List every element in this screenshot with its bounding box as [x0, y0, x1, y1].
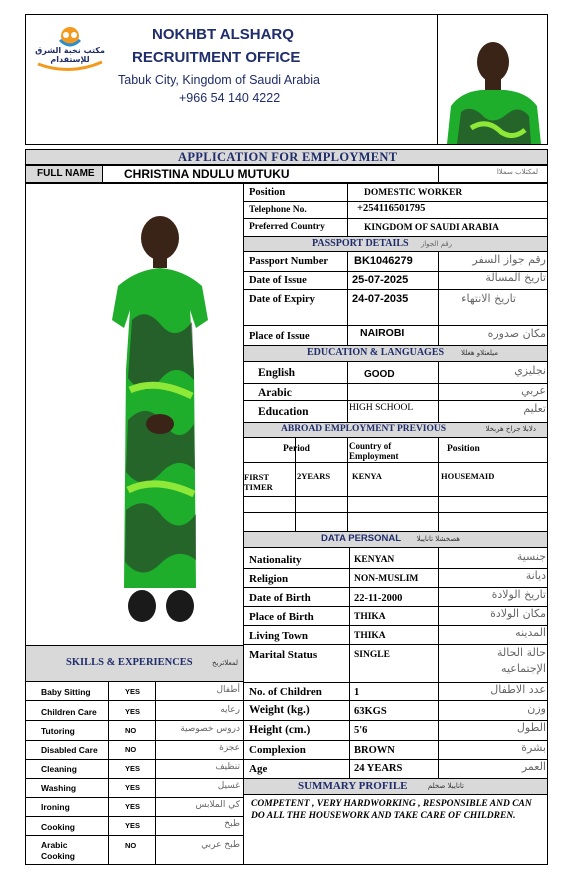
height-arabic: الطول — [516, 721, 546, 734]
office-city: Tabuk City, Kingdom of Saudi Arabia — [118, 73, 320, 87]
skills-header-title: SKILLS & EXPERIENCES — [66, 657, 193, 668]
date-of-issue-value: 25-07-2025 — [352, 274, 409, 286]
education-header-arabic: ميلعتلاو هغللا — [460, 349, 498, 357]
preferred-country-label: Preferred Country — [249, 222, 325, 232]
passport-header-arabic: رقم الجواز — [420, 240, 452, 248]
skill-children-care-value: YES — [125, 707, 141, 716]
abroad-col-position: Position — [447, 444, 480, 454]
marital-status-label: Marital Status — [249, 649, 318, 661]
date-of-birth-value: 22-11-2000 — [354, 593, 403, 604]
living-town-label: Living Town — [249, 630, 309, 642]
skill-tutoring-label: Tutoring — [41, 726, 75, 736]
summary-header-title: SUMMARY PROFILE — [298, 780, 408, 792]
passport-header-title: PASSPORT DETAILS — [312, 238, 409, 249]
weight-arabic: وزن — [527, 702, 546, 715]
skill-cleaning-label: Cleaning — [41, 764, 77, 774]
skill-arabic-cooking-label: Arabic Cooking — [41, 840, 75, 861]
place-of-issue-arabic: مكان صدوره — [487, 327, 546, 340]
personal-header-arabic: هصخشلا تانايبلا — [416, 535, 460, 543]
english-value: GOOD — [364, 369, 395, 380]
personal-header-title: DATA PERSONAL — [321, 533, 402, 544]
header-portrait-photo — [441, 34, 545, 144]
skill-baby-sitting-arabic: أطفال — [216, 685, 240, 695]
skill-tutoring-value: NO — [125, 726, 137, 735]
abroad-row-label: FIRST TIMER — [244, 472, 273, 492]
education-arabic: تعليم — [523, 402, 546, 415]
english-arabic: نجليزي — [514, 364, 546, 377]
marital-status-arabic: حالة الحالة الإجتماعيه — [496, 646, 546, 675]
english-label: English — [258, 367, 296, 379]
application-title: APPLICATION FOR EMPLOYMENT — [178, 150, 398, 164]
nationality-value: KENYAN — [354, 555, 395, 565]
skill-children-care-label: Children Care — [41, 707, 97, 717]
nationality-label: Nationality — [249, 554, 302, 566]
place-of-birth-label: Place of Birth — [249, 611, 314, 623]
arabic-label: Arabic — [258, 387, 292, 399]
date-of-expiry-value: 24-07-2035 — [352, 293, 409, 305]
full-body-photo — [96, 210, 226, 630]
date-of-expiry-label: Date of Expiry — [249, 294, 315, 305]
position-label: Position — [249, 187, 286, 198]
skill-disabled-care-label: Disabled Care — [41, 745, 98, 755]
skill-cooking-label: Cooking — [41, 822, 75, 832]
skill-disabled-care-arabic: عجزة — [219, 743, 240, 753]
skill-arabic-cooking-value: NO — [125, 841, 137, 850]
company-logo — [30, 22, 110, 72]
date-of-birth-label: Date of Birth — [249, 592, 311, 604]
date-of-issue-arabic: تاريخ المسالة — [485, 271, 546, 284]
abroad-header-title: ABROAD EMPLOYMENT PREVIOUS — [281, 424, 447, 434]
skills-header-arabic: لمعلاتربخ — [211, 659, 238, 667]
place-of-issue-label: Place of Issue — [249, 331, 310, 342]
skill-washing-label: Washing — [41, 783, 77, 793]
summary-header-arabic: تانايبلا صخلم — [427, 782, 464, 790]
complexion-value: BROWN — [354, 745, 395, 756]
position-value: DOMESTIC WORKER — [364, 188, 463, 198]
full-name-label: FULL NAME — [37, 168, 95, 179]
place-of-birth-value: THIKA — [354, 612, 386, 622]
no-of-children-arabic: عدد الاطفال — [490, 683, 546, 696]
height-value: 5'6 — [354, 725, 368, 736]
full-name-arabic: لمكتلاب سملاا — [496, 168, 538, 176]
telephone-value: +254116501795 — [357, 203, 426, 214]
passport-number-arabic: رقم جواز السفر — [472, 253, 546, 266]
passport-number-value: BK1046279 — [354, 255, 413, 267]
skill-disabled-care-value: NO — [125, 745, 137, 754]
skill-ironing-value: YES — [125, 802, 141, 811]
living-town-value: THIKA — [354, 631, 386, 641]
arabic-arabic: عربي — [521, 384, 546, 397]
skill-baby-sitting-label: Baby Sitting — [41, 687, 91, 697]
height-label: Height (cm.) — [249, 724, 311, 736]
date-of-issue-label: Date of Issue — [249, 275, 307, 286]
weight-value: 63KGS — [354, 706, 387, 717]
skill-washing-arabic: غسيل — [217, 781, 240, 791]
living-town-arabic: المدينه — [515, 626, 546, 639]
education-header-title: EDUCATION & LANGUAGES — [307, 347, 445, 358]
place-of-issue-value: NAIROBI — [360, 327, 405, 339]
age-value: 24 YEARS — [354, 763, 403, 774]
education-value: HIGH SCHOOL — [349, 403, 414, 413]
logo-arabic-text: مكتب نخبة الشرق للإستقدام — [35, 46, 105, 64]
abroad-header-arabic: دلابلا جراخ هربخلا — [485, 425, 536, 433]
skill-cleaning-value: YES — [125, 764, 141, 773]
skill-arabic-cooking-arabic: طبخ عربي — [201, 840, 240, 850]
weight-label: Weight (kg.) — [249, 704, 310, 716]
abroad-col-period: Period — [283, 444, 310, 454]
no-of-children-label: No. of Children — [249, 686, 322, 698]
date-of-expiry-arabic: تاريخ الانتهاء — [461, 292, 516, 305]
abroad-row-position: HOUSEMAID — [441, 471, 495, 481]
place-of-birth-arabic: مكان الولادة — [490, 607, 546, 620]
abroad-col-country: Country of Employment — [349, 441, 399, 461]
preferred-country-value: KINGDOM OF SAUDI ARABIA — [364, 223, 500, 233]
complexion-label: Complexion — [249, 744, 306, 756]
full-name-value: CHRISTINA NDULU MUTUKU — [124, 167, 290, 181]
passport-number-label: Passport Number — [249, 256, 329, 267]
age-arabic: العمر — [521, 760, 546, 773]
skill-ironing-label: Ironing — [41, 802, 70, 812]
skill-cleaning-arabic: تنظيف — [215, 762, 240, 772]
company-name: NOKHBT ALSHARQ — [152, 26, 294, 43]
age-label: Age — [249, 763, 268, 775]
complexion-arabic: بشرة — [521, 741, 546, 754]
education-label: Education — [258, 406, 309, 418]
religion-value: NON-MUSLIM — [354, 574, 419, 584]
skill-tutoring-arabic: دروس خصوصية — [180, 724, 240, 734]
skill-baby-sitting-value: YES — [125, 687, 141, 696]
office-phone: +966 54 140 4222 — [179, 91, 281, 105]
no-of-children-value: 1 — [354, 687, 360, 698]
abroad-row-period: 2YEARS — [297, 471, 331, 481]
skill-children-care-arabic: رعايه — [220, 705, 240, 715]
skill-cooking-value: YES — [125, 821, 141, 830]
skill-ironing-arabic: كي الملابس — [195, 800, 240, 810]
abroad-row-country: KENYA — [352, 471, 382, 481]
office-name: RECRUITMENT OFFICE — [132, 49, 301, 66]
religion-arabic: ديانة — [525, 569, 546, 582]
telephone-label: Telephone No. — [249, 205, 307, 215]
skill-washing-value: YES — [125, 783, 141, 792]
date-of-birth-arabic: تاريخ الولادة — [491, 588, 546, 601]
religion-label: Religion — [249, 573, 289, 585]
summary-text: COMPETENT , VERY HARDWORKING , RESPONSIBLE AND CAN DO ALL THE HOUSEWORK AND TAKE CARE OF CHILDREN. — [251, 799, 532, 821]
skill-cooking-arabic: طبخ — [224, 819, 240, 829]
marital-status-value: SINGLE — [354, 650, 390, 660]
nationality-arabic: جنسية — [516, 550, 546, 563]
